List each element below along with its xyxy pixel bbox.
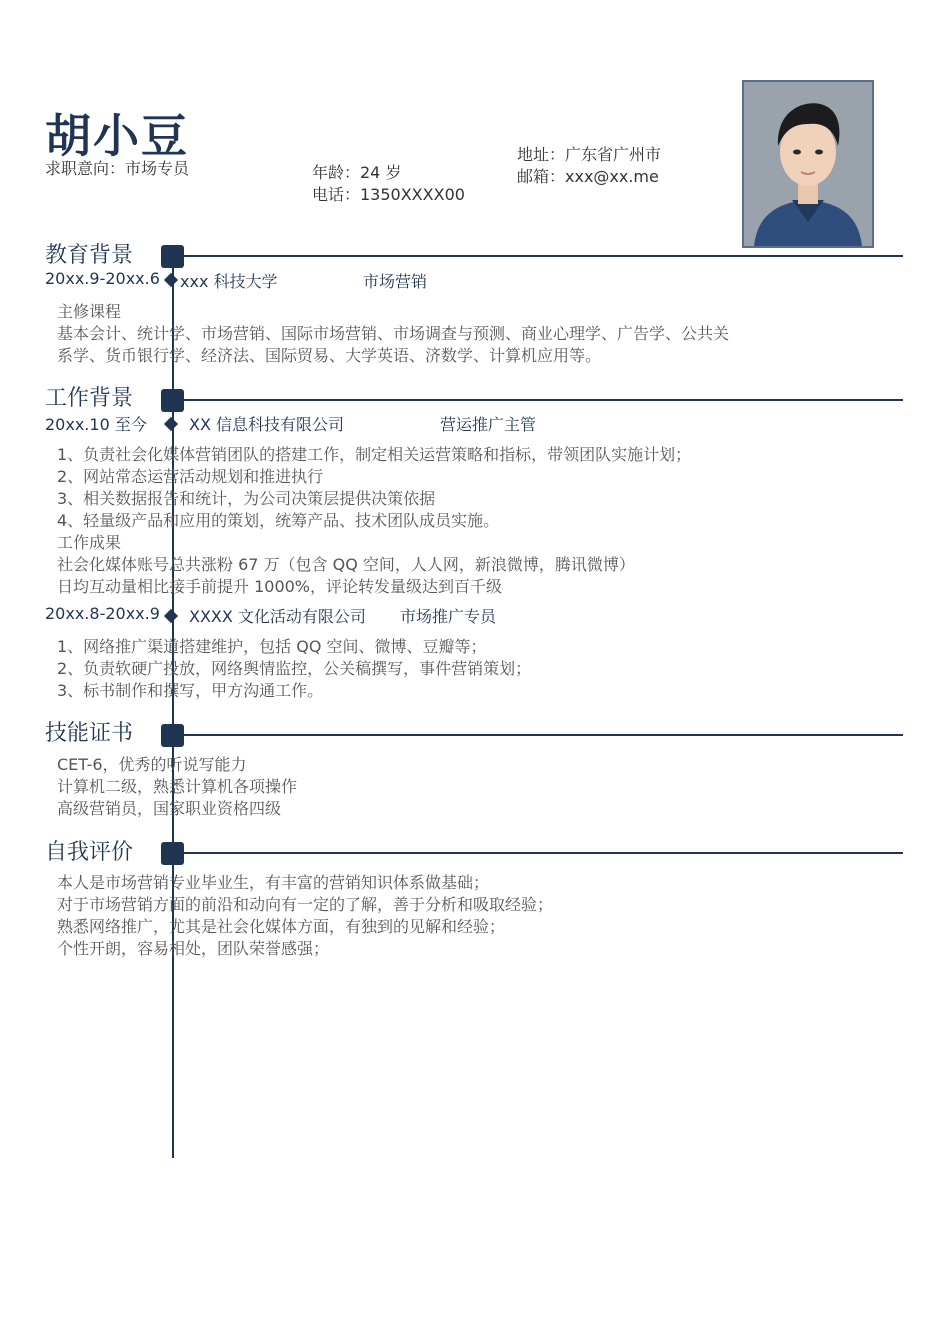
portrait-illustration — [744, 82, 872, 246]
profile-photo — [742, 80, 874, 248]
section-marker — [161, 842, 184, 865]
job-intent: 求职意向：市场专员 — [45, 159, 190, 178]
education-major: 市场营销 — [363, 272, 428, 291]
job-role: 市场推广专员 — [400, 607, 497, 626]
section-title-skills: 技能证书 — [45, 721, 134, 746]
email-info: 邮箱：xxx@xx.me — [517, 167, 659, 186]
section-marker — [161, 245, 184, 268]
self-line: 个性开朗，容易相处，团队荣誉感强； — [57, 939, 330, 958]
section-marker — [161, 724, 184, 747]
timeline-diamond — [164, 417, 178, 431]
job-line: 2、网站常态运营活动规划和推进执行 — [57, 467, 324, 486]
education-date: 20xx.9-20xx.6 — [45, 269, 160, 288]
job-line: 日均互动量相比接手前提升 1000%，评论转发量级达到百千级 — [57, 577, 503, 596]
job-line: 4、轻量级产品和应用的策划，统筹产品、技术团队成员实施。 — [57, 511, 500, 530]
job-date: 20xx.8-20xx.9 — [45, 604, 160, 623]
section-divider — [182, 255, 903, 257]
self-line: 本人是市场营销专业毕业生，有丰富的营销知识体系做基础； — [57, 873, 490, 892]
job-line: 1、网络推广渠道搭建维护，包括 QQ 空间、微博、豆瓣等； — [57, 637, 487, 656]
section-title-self: 自我评价 — [45, 840, 134, 865]
job-line: 3、标书制作和撰写，甲方沟通工作。 — [57, 681, 324, 700]
section-divider — [182, 734, 903, 736]
section-title-education: 教育背景 — [45, 243, 134, 268]
job-line: 工作成果 — [57, 533, 122, 552]
skill-line: 计算机二级，熟悉计算机各项操作 — [57, 777, 298, 796]
education-line: 基本会计、统计学、市场营销、国际市场营销、市场调查与预测、商业心理学、广告学、公共关 — [57, 324, 730, 343]
self-line: 熟悉网络推广，尤其是社会化媒体方面，有独到的见解和经验； — [57, 917, 506, 936]
self-line: 对于市场营销方面的前沿和动向有一定的了解，善于分析和吸取经验； — [57, 895, 554, 914]
job-company: XX 信息科技有限公司 — [189, 415, 345, 434]
section-divider — [182, 852, 903, 854]
job-line: 2、负责软硬广投放，网络舆情监控，公关稿撰写，事件营销策划； — [57, 659, 532, 678]
timeline-diamond — [164, 609, 178, 623]
skill-line: CET-6，优秀的听说写能力 — [57, 755, 247, 774]
skill-line: 高级营销员，国家职业资格四级 — [57, 799, 282, 818]
job-company: XXXX 文化活动有限公司 — [189, 607, 366, 626]
candidate-name: 胡小豆 — [45, 109, 189, 163]
education-school: xxx 科技大学 — [180, 272, 278, 291]
section-marker — [161, 389, 184, 412]
job-line: 1、负责社会化媒体营销团队的搭建工作，制定相关运营策略和指标，带领团队实施计划； — [57, 445, 692, 464]
age-info: 年龄：24 岁 — [312, 163, 402, 182]
section-divider — [182, 399, 903, 401]
section-title-work: 工作背景 — [45, 386, 134, 411]
education-line: 系学、货币银行学、经济法、国际贸易、大学英语、济数学、计算机应用等。 — [57, 346, 602, 365]
job-line: 3、相关数据报告和统计，为公司决策层提供决策依据 — [57, 489, 436, 508]
job-role: 营运推广主管 — [440, 415, 537, 434]
timeline-diamond — [164, 273, 178, 287]
address-info: 地址：广东省广州市 — [517, 145, 662, 164]
timeline-line — [172, 250, 174, 1158]
job-line: 社会化媒体账号总共涨粉 67 万（包含 QQ 空间，人人网，新浪微博，腾讯微博） — [57, 555, 635, 574]
education-line: 主修课程 — [57, 302, 122, 321]
job-date: 20xx.10 至今 — [45, 415, 147, 434]
phone-info: 电话：1350XXXX00 — [312, 185, 465, 204]
